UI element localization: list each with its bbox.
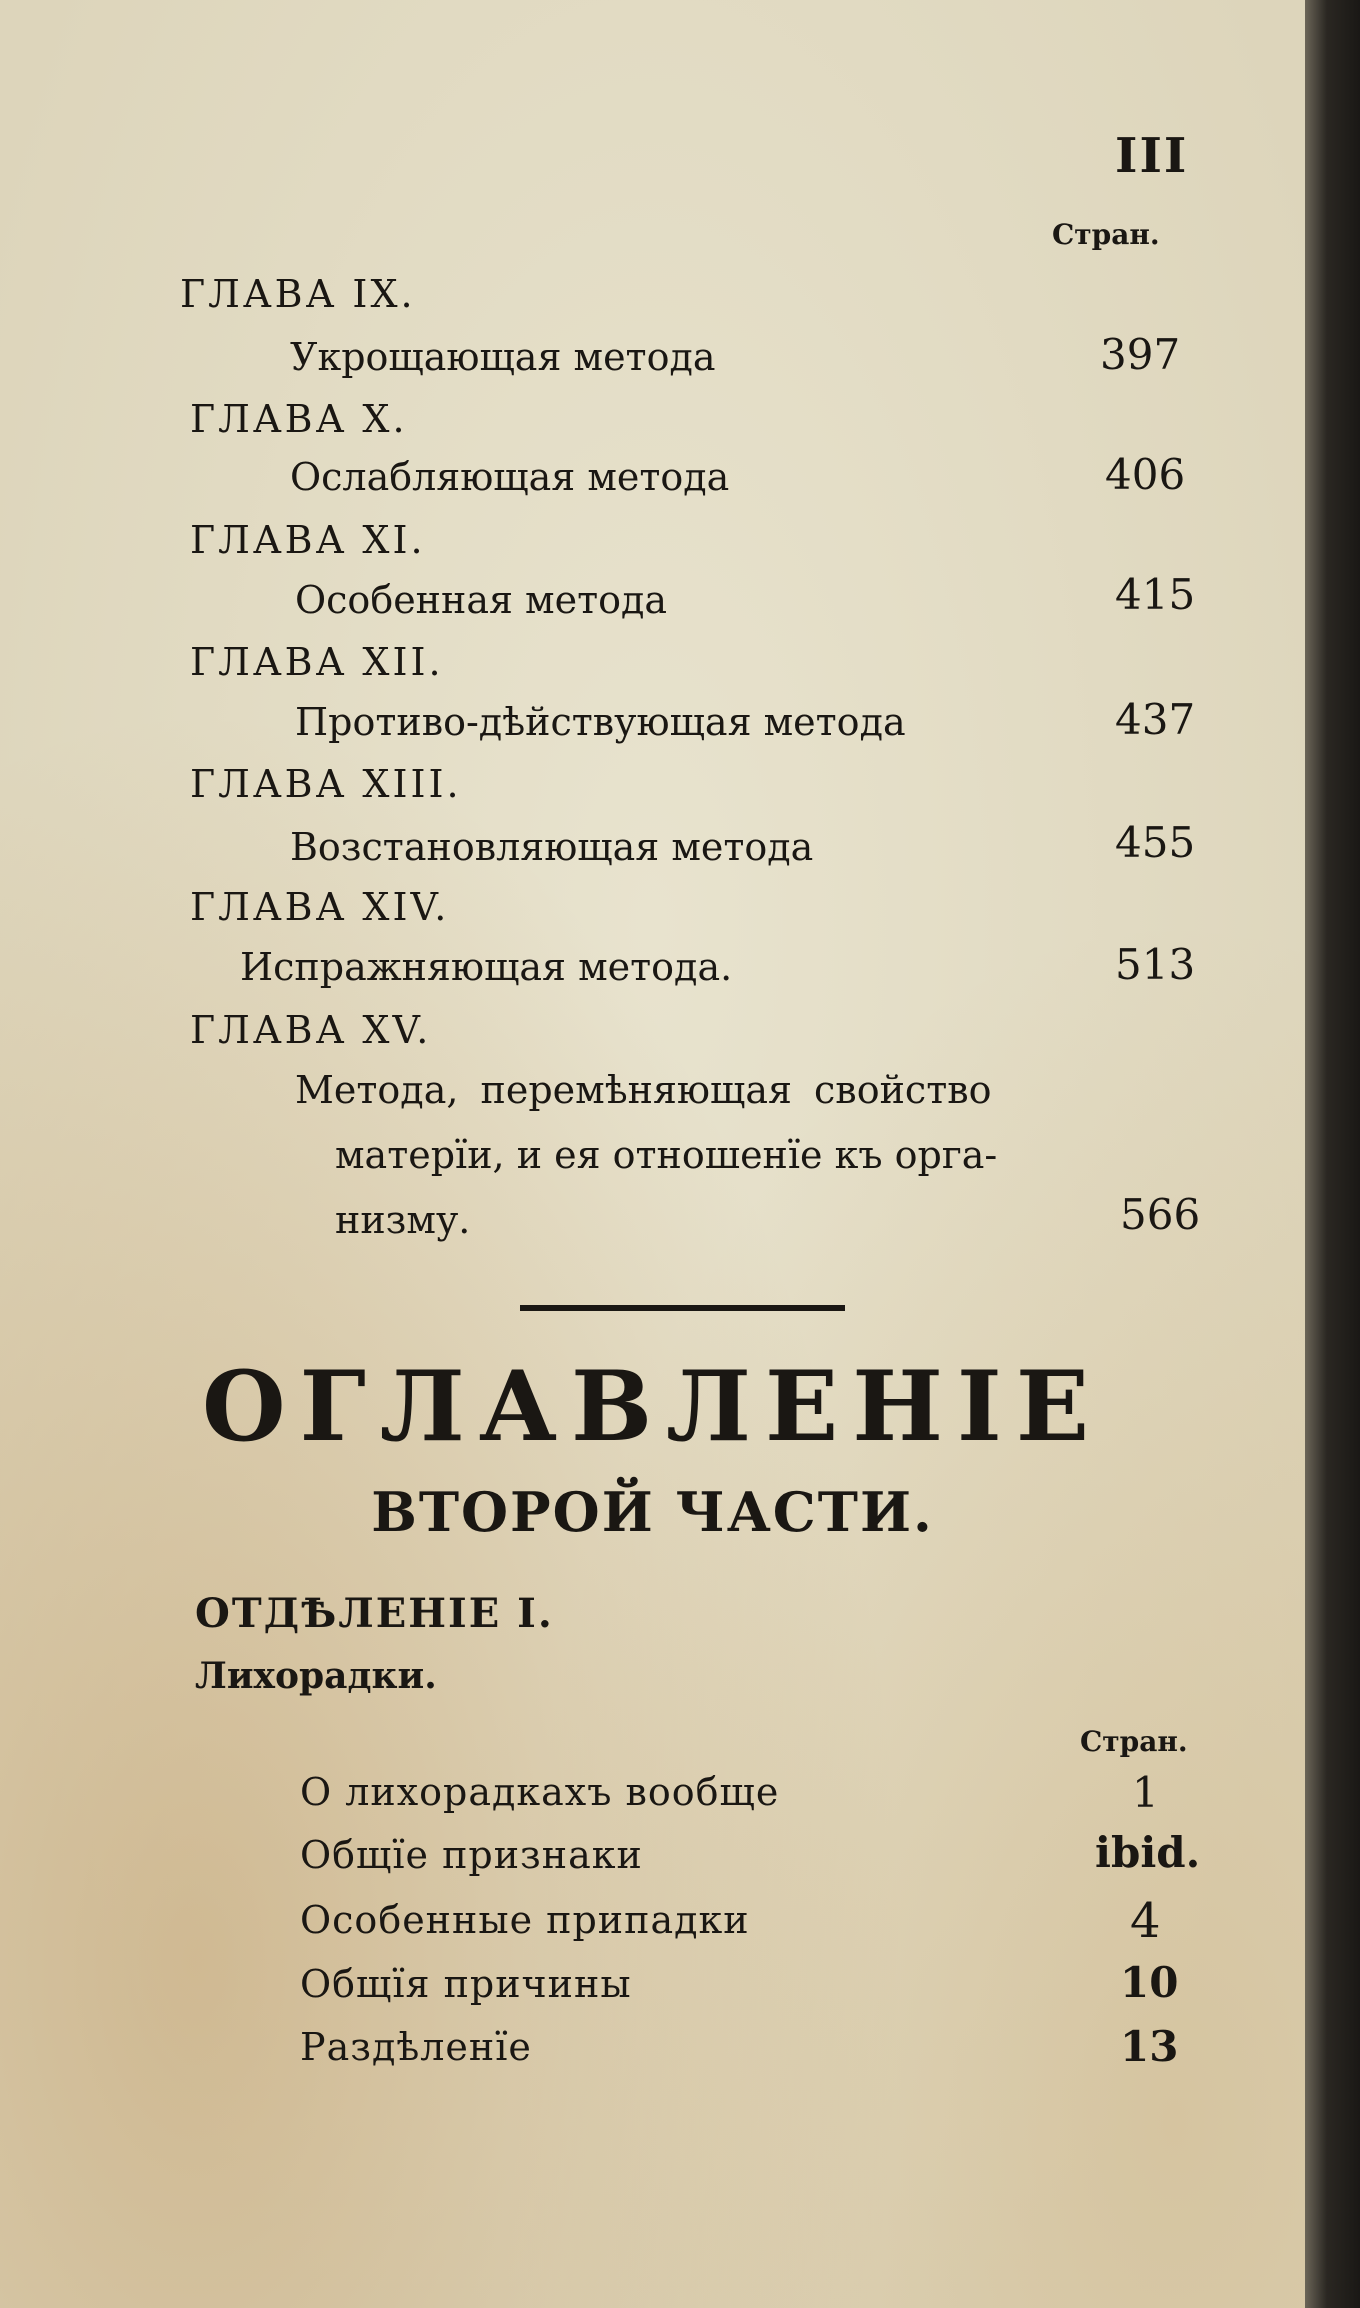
page-number: 397 <box>1100 330 1181 379</box>
section-heading: ОТДѢЛЕНIЕ I. <box>195 1590 554 1637</box>
page-number: 4 <box>1130 1893 1161 1949</box>
page-number: 10 <box>1120 1958 1179 2007</box>
page-folio: III <box>1115 128 1189 184</box>
chapter-title-line: матерïи, и ея отношенïе къ орга- <box>335 1133 998 1177</box>
chapter-title-line: низму. <box>335 1198 471 1242</box>
toc-entry: О лихорадкахъ вообще <box>300 1770 780 1814</box>
page-number: 1 <box>1132 1768 1159 1817</box>
page-number: ibid. <box>1095 1828 1201 1877</box>
chapter-heading: ГЛАВА XIII. <box>190 762 462 806</box>
page-number: 437 <box>1115 695 1196 744</box>
chapter-heading: ГЛАВА XII. <box>190 640 444 684</box>
page-number: 513 <box>1115 940 1196 989</box>
toc-entry: Особенные припадки <box>300 1898 750 1942</box>
chapter-title: Испражняющая метода. <box>240 945 733 989</box>
contents-subtitle: ВТОРОЙ ЧАСТИ. <box>371 1480 934 1544</box>
chapter-title-line: Метода, перемѣняющая свойство <box>295 1068 992 1112</box>
chapter-heading: ГЛАВА X. <box>190 397 408 441</box>
page-edge-shadow <box>1305 0 1360 2308</box>
toc-entry: Общïе признаки <box>300 1833 643 1877</box>
page-number: 13 <box>1120 2022 1179 2071</box>
chapter-title: Особенная метода <box>295 578 668 622</box>
chapter-title: Ослабляющая метода <box>290 455 730 499</box>
page-number: 566 <box>1120 1190 1201 1239</box>
contents-title: ОГЛАВЛЕНIЕ <box>202 1350 1103 1463</box>
separator-rule <box>520 1305 845 1311</box>
page-number: 455 <box>1115 818 1196 867</box>
chapter-heading: ГЛАВА IX. <box>180 272 416 316</box>
toc-entry: Раздѣленïе <box>300 2025 532 2069</box>
chapter-heading: ГЛАВА XIV. <box>190 885 450 929</box>
chapter-title: Возстановляющая метода <box>290 825 814 869</box>
section-subtitle: Лихорадки. <box>195 1655 437 1697</box>
page-number: 406 <box>1105 450 1186 499</box>
page-column-label: Стран. <box>1080 1725 1188 1758</box>
page-column-label: Стран. <box>1052 218 1160 251</box>
chapter-title: Укрощающая метода <box>290 335 716 379</box>
toc-entry: Общïя причины <box>300 1962 632 2006</box>
chapter-title: Противо-дѣйствующая метода <box>295 700 906 744</box>
page-number: 415 <box>1115 570 1196 619</box>
chapter-heading: ГЛАВА XV. <box>190 1008 432 1052</box>
chapter-heading: ГЛАВА XI. <box>190 518 426 562</box>
